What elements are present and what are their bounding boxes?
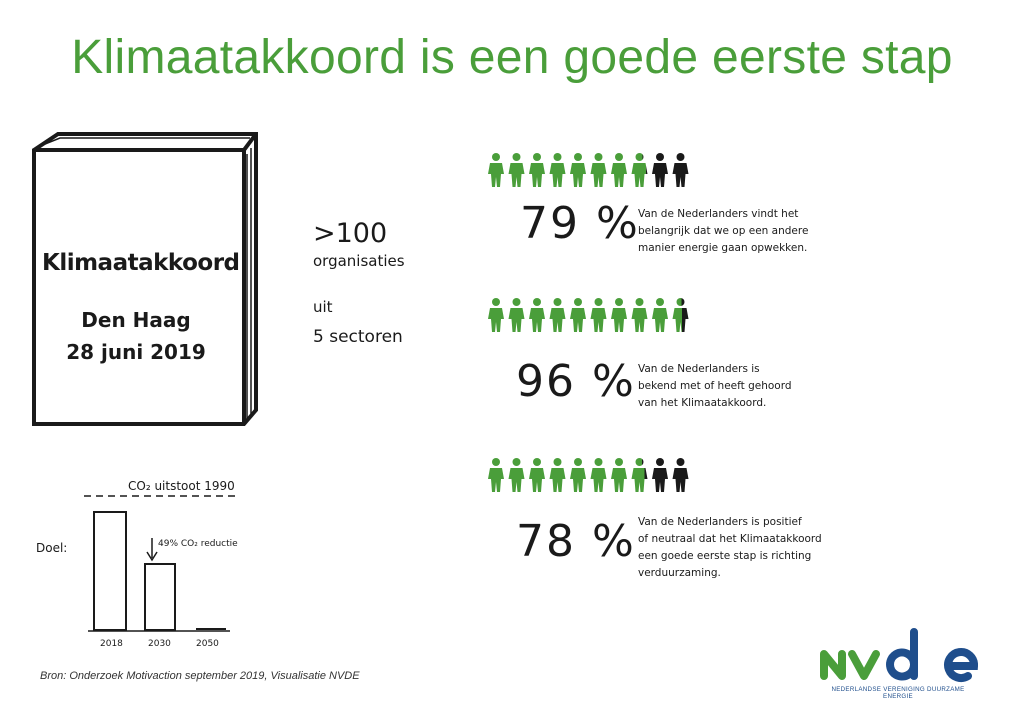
person-icon <box>488 153 504 187</box>
chart-bar-2018 <box>94 512 126 630</box>
person-icon <box>632 153 648 187</box>
people-row-1 <box>484 152 694 188</box>
organisations-label: organisaties <box>313 252 405 270</box>
person-icon <box>570 298 586 332</box>
chart-reduction-label: 49% CO₂ reductie <box>158 539 238 549</box>
chart-tick-2018: 2018 <box>100 639 123 649</box>
book-illustration <box>28 128 260 428</box>
person-icon <box>509 298 525 332</box>
chart-tick-2030: 2030 <box>148 639 171 649</box>
logo-subtitle: NEDERLANDSE VERENIGING DUURZAME ENERGIE <box>831 686 965 700</box>
co2-reduction-chart <box>30 472 290 652</box>
person-icon <box>509 153 525 187</box>
stat-1-line-3: manier energie gaan opwekken. <box>638 242 808 254</box>
chart-goal-label: Doel: <box>36 541 68 555</box>
stat-description-3 <box>638 514 838 582</box>
person-icon <box>570 153 586 187</box>
person-icon <box>652 458 668 492</box>
person-icon <box>488 458 504 492</box>
stat-2-line-1: Van de Nederlanders is <box>638 363 760 375</box>
person-icon <box>550 458 566 492</box>
person-icon <box>611 153 627 187</box>
person-icon <box>652 153 668 187</box>
person-icon <box>509 458 525 492</box>
person-icon <box>570 458 586 492</box>
stat-2-line-2: bekend met of heeft gehoord <box>638 380 792 392</box>
page-title: Klimaatakkoord is een goede eerste stap <box>71 31 953 84</box>
from-label: uit <box>313 298 333 316</box>
person-icon <box>591 458 607 492</box>
chart-tick-2050: 2050 <box>196 639 219 649</box>
chart-reference-label: CO₂ uitstoot 1990 <box>128 479 235 493</box>
organisations-count: >100 <box>313 218 388 249</box>
stat-2-line-3: van het Klimaatakkoord. <box>638 397 767 409</box>
stat-1-line-2: belangrijk dat we op een andere <box>638 225 809 237</box>
stat-percent-1: 79 % <box>520 198 640 249</box>
source-note: Bron: Onderzoek Motivaction september 2019, Visualisatie NVDE <box>40 670 360 682</box>
person-icon <box>488 298 504 332</box>
person-icon <box>673 458 689 492</box>
person-icon <box>550 298 566 332</box>
person-icon <box>611 458 627 492</box>
book-title: Klimaatakkoord <box>42 250 240 276</box>
stat-3-line-3: een goede eerste stap is richting <box>638 550 812 562</box>
stat-percent-2: 96 % <box>516 356 636 407</box>
stat-description-1 <box>638 206 838 257</box>
stat-3-line-2: of neutraal dat het Klimaatakkoord <box>638 533 822 545</box>
person-icon <box>611 298 627 332</box>
person-icon <box>591 298 607 332</box>
people-row-2 <box>484 297 694 333</box>
person-icon <box>529 458 545 492</box>
people-row-3 <box>484 457 694 493</box>
person-icon <box>632 458 648 492</box>
person-icon <box>529 153 545 187</box>
book-place: Den Haag <box>81 308 191 332</box>
stat-1-line-1: Van de Nederlanders vindt het <box>638 208 799 220</box>
stat-3-line-4: verduurzaming. <box>638 567 721 579</box>
stat-description-2 <box>638 361 838 412</box>
chart-bar-2030 <box>145 564 175 630</box>
person-icon <box>652 298 668 332</box>
stat-percent-3: 78 % <box>516 516 636 567</box>
stat-3-line-1: Van de Nederlanders is positief <box>638 516 802 528</box>
person-icon <box>673 153 689 187</box>
person-icon <box>550 153 566 187</box>
sectors-label: 5 sectoren <box>313 327 403 347</box>
person-icon <box>591 153 607 187</box>
book-date: 28 juni 2019 <box>66 340 206 364</box>
person-icon <box>529 298 545 332</box>
person-icon <box>673 298 689 332</box>
person-icon <box>632 298 648 332</box>
